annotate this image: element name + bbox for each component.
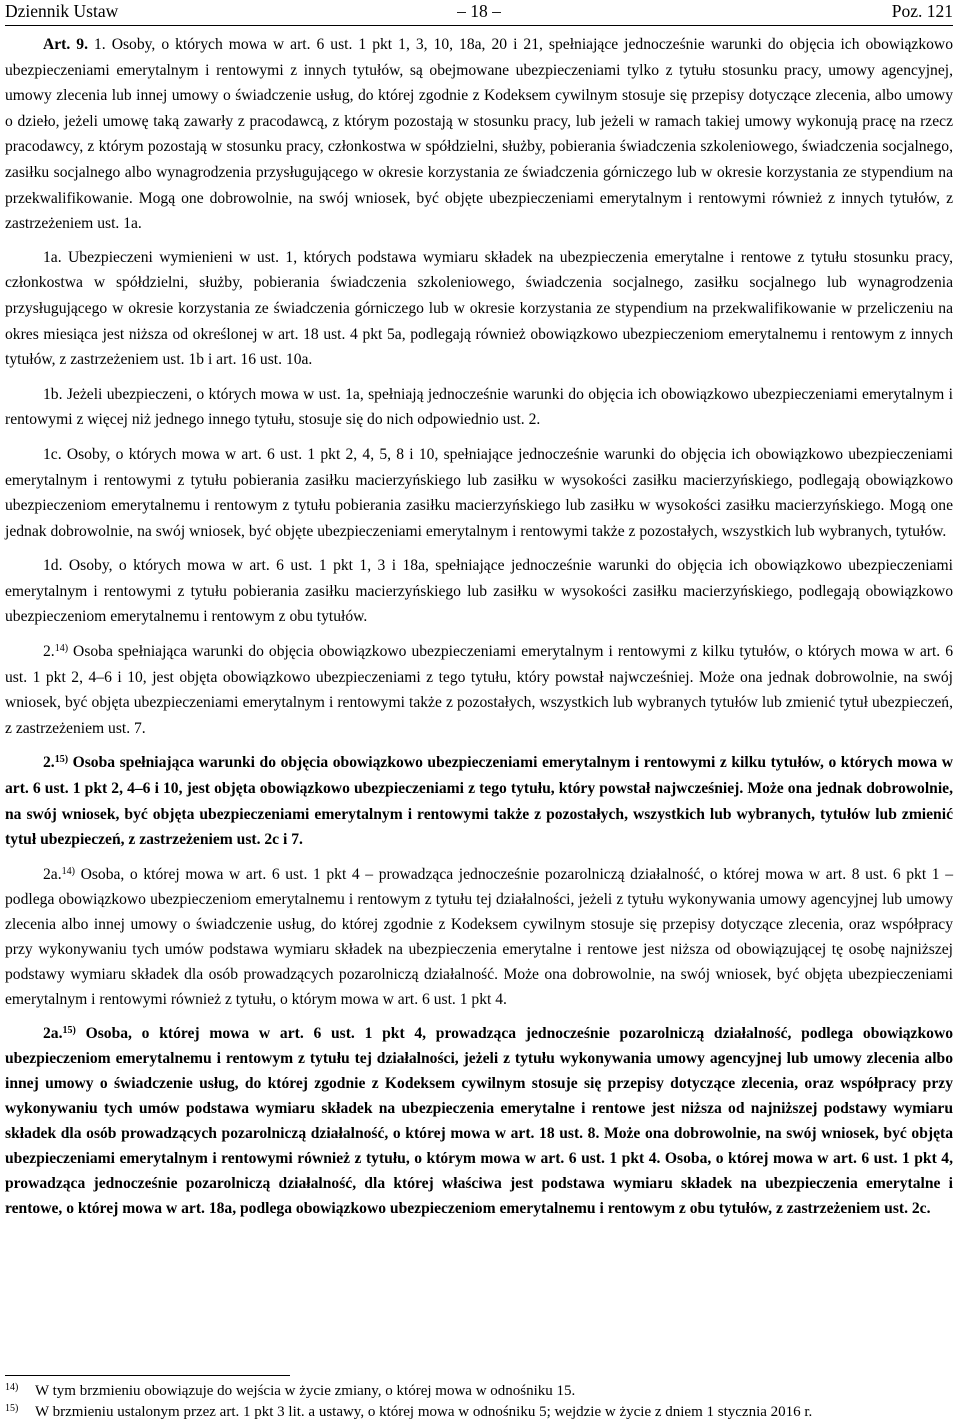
- paragraph-1a: 1a. Ubezpieczeni wymienieni w ust. 1, których podstawa wymiaru składek na ubezpieczenia emerytalne i rentowe z tytułu stosunku pracy, członkostwa w spółdzielni, służby, pobierania świadczenia szkoleniowego, świadczenia socjalnego, zasiłku socjalnego lub wynagrodzenia przysługującego w okresie korzystania ze świadczenia górniczego lub w okresie korzystania ze stypendium na przekwalifikowanie w przeliczeniu na okres miesiąca jest niższa od określonej w art. 18 ust. 4 pkt 5a, podlegają również obowiązkowo ubezpieczeniom emerytalnemu i rentowym z innych tytułów, z zastrzeżeniem ust. 1b i art. 16 ust. 10a.: [5, 248, 953, 369]
- article-heading: Art. 9.: [43, 36, 88, 53]
- footnote-rule: [5, 1375, 290, 1376]
- paragraph-2a-old-text: Osoba, o której mowa w art. 6 ust. 1 pkt 4 – prowadząca jednocześnie pozarolniczą działalność, o której mowa w art. 8 ust. 6 pkt 1 – podlega obowiązkowo ubezpieczeniom emerytalnemu i rentowym z tytułu tej działalności, jeżeli z tytułu wykonywania umowy agencyjnej lub umowy zlecenia albo innej umowy o świadczenie usług, do której zgodnie z Kodeksem cywilnym stosuje się przepisy dotyczące zlecenia, oraz współpracy przy wykonywaniu tych umów podstawa wymiaru składek na ubezpieczenia emerytalne i rentowe jest niższa od obowiązującej tę osobę najniższej podstawy wymiaru składek dla osób prowadzących pozarolniczą działalność. Może ona dobrowolnie, na swój wniosek, być objęta ubezpieczeniami emerytalnym i rentowymi również z tytułu, o którym mowa w art. 6 ust. 1 pkt 4.: [5, 865, 953, 1008]
- journal-title: Dziennik Ustaw: [5, 1, 119, 21]
- paragraph-1-text: 1. Osoby, o których mowa w art. 6 ust. 1 pkt 1, 3, 10, 18a, 20 i 21, spełniające jednocześnie warunki do objęcia ich obowiązkowo ubezpieczeniami emerytalnym i rentowymi z innych tytułów, są obejmowane ubezpieczeniami tylko z tytułu stosunku pracy, umowy agencyjnej, umowy zlecenia lub innej umowy o świadczenie usług, do której zgodnie z Kodeksem cywilnym stosuje się przepisy dotyczące zlecenia, albo umowy o dzieło, jeżeli umowę taką zawarły z pracodawcą, z którym pozostają w stosunku pracy, lub jeżeli w ramach takiej umowy wykonują pracę na rzecz pracodawcy, z którym pozostają w stosunku pracy, członkostwa w spółdzielni, służby, pobierania świadczenia szkoleniowego, świadczenia socjalnego, zasiłku socjalnego albo wynagrodzenia przysługującego w okresie korzystania ze świadczenia górniczego lub w okresie korzystania ze stypendium na przekwalifikowanie. Mogą one dobrowolnie, na swój wniosek, być objęte ubezpieczeniami emerytalnym i rentowymi również z innych tytułów, z zastrzeżeniem ust. 1a.: [5, 36, 953, 233]
- paragraph-2a-new-text: Osoba, o której mowa w art. 6 ust. 1 pkt 4, prowadząca jednocześnie pozarolniczą działalność, podlega obowiązkowo ubezpieczeniom emerytalnemu i rentowym z tytułu tej działalności, jeżeli z tytułu wykonywania umowy agencyjnej lub umowy zlecenia albo innej umowy o świadczenie usług, do której zgodnie z Kodeksem cywilnym stosuje się przepisy dotyczące zlecenia, oraz współpracy przy wykonywaniu tych umów podstawa wymiaru składek na ubezpieczenia emerytalne i rentowe jest niższa od najniższej podstawy wymiaru składek dla osób prowadzących pozarolniczą działalność, o której mowa w art. 18 ust. 8. Może ona dobrowolnie, na swój wniosek, być objęta ubezpieczeniami emerytalnym i rentowymi również z tytułu, o którym mowa w art. 6 ust. 1 pkt 4. Osoba, o której mowa w art. 6 ust. 1 pkt 4, prowadząca jednocześnie pozarolniczą działalność, dla której właściwa jest podstawa wymiaru składek na ubezpieczenia emerytalne i rentowe, o której mowa w art. 18a, podlega obowiązkowo ubezpieczeniom emerytalnemu i rentowym z obu tytułów, z zastrzeżeniem ust. 2c.: [5, 1024, 953, 1217]
- footnote-number: 15): [5, 1402, 19, 1414]
- paragraph-2a-old: [5, 862, 953, 1012]
- paragraph-2-old-num: 2.: [43, 643, 55, 661]
- position-number: Poz. 121: [891, 1, 953, 21]
- paragraph-1: [5, 32, 953, 237]
- footnote-number: 14): [5, 1382, 19, 1393]
- page-number: – 18 –: [457, 1, 501, 21]
- paragraph-2-new-text: Osoba spełniająca warunki do objęcia obowiązkowo ubezpieczeniami emerytalnym i rentowymi z kilku tytułów, o których mowa w art. 6 ust. 1 pkt 2, 4–6 i 10, jest objęta obowiązkowo ubezpieczeniami z tego tytułu, który powstał najwcześniej. Może ona jednak dobrowolnie, na swój wniosek, być objęta ubezpieczeniami emerytalnym i rentowymi także z pozostałych, wszystkich lub wybranych, tytułów lub zmienić tytuł ubezpieczeń, z zastrzeżeniem ust. 2c i 7.: [5, 754, 953, 849]
- footnote-text: W tym brzmieniu obowiązuje do wejścia w życie zmiany, o której mowa w odnośniku 15.: [35, 1383, 576, 1399]
- footnotes: [5, 1381, 955, 1422]
- footnote-text: W brzmieniu ustalonym przez art. 1 pkt 3 lit. a ustawy, o której mowa w odnośniku 5; wejdzie w życie z dniem 1 stycznia 2016 r.: [35, 1403, 813, 1420]
- header-rule: [5, 25, 953, 26]
- footnote-15: [5, 1402, 955, 1423]
- footnote-ref-14: 14): [54, 643, 69, 655]
- paragraph-2-old-text: Osoba spełniająca warunki do objęcia obowiązkowo ubezpieczeniami emerytalnym i rentowymi z kilku tytułów, o których mowa w art. 6 ust. 1 pkt 2, 4–6 i 10, jest objęta obowiązkowo ubezpieczeniami z tego tytułu, który powstał najwcześniej. Może ona jednak dobrowolnie, na swój wniosek, być objęta ubezpieczeniami emerytalnym i rentowymi także z pozostałych, wszystkich lub wybranych tytułów lub zmienić tytuł ubezpieczeń, z zastrzeżeniem ust. 7.: [5, 643, 953, 737]
- paragraph-2-new-num: 2.: [43, 754, 55, 772]
- paragraph-2a-old-num: 2a.: [43, 865, 62, 883]
- footnote-ref-15: 15): [62, 1024, 76, 1036]
- paragraph-2-old: [5, 639, 953, 741]
- paragraph-1c: 1c. Osoby, o których mowa w art. 6 ust. 1 pkt 2, 4, 5, 8 i 10, spełniające jednocześnie warunki do objęcia ich obowiązkowo ubezpieczeniami emerytalnym i rentowymi z tytułu pobierania zasiłku macierzyńskiego lub zasiłku w wysokości zasiłku macierzyńskiego, podlegają obowiązkowo ubezpieczeniom emerytalnemu i rentowym z tytułu pobierania zasiłku macierzyńskiego lub zasiłku w wysokości zasiłku macierzyńskiego. Mogą one jednak dobrowolnie, na swój wniosek, być objęte ubezpieczeniami emerytalnym i rentowymi także z pozostałych, wszystkich lub wybranych, tytułów.: [5, 445, 953, 540]
- footnote-ref-15: 15): [54, 754, 69, 766]
- footnote-ref-14: 14): [61, 865, 75, 877]
- document-body: [5, 32, 953, 1230]
- paragraph-2a-new: [5, 1021, 953, 1221]
- paragraph-2-new: [5, 750, 953, 852]
- page-header: [5, 0, 953, 26]
- paragraph-1b: 1b. Jeżeli ubezpieczeni, o których mowa w ust. 1a, spełniają jednocześnie warunki do objęcia ich obowiązkowo ubezpieczeniami emerytalnym i rentowymi z więcej niż jednego innego tytułu, stosuje się do nich odpowiednio ust. 2.: [5, 385, 953, 429]
- paragraph-2a-new-num: 2a.: [43, 1024, 63, 1042]
- paragraph-1d: 1d. Osoby, o których mowa w art. 6 ust. 1 pkt 1, 3 i 18a, spełniające jednocześnie warunki do objęcia ich obowiązkowo ubezpieczeniami emerytalnym i rentowymi z tytułu pobierania zasiłku macierzyńskiego lub zasiłku w wysokości zasiłku macierzyńskiego, podlegają obowiązkowo ubezpieczeniom emerytalnemu i rentowym z obu tytułów.: [5, 557, 953, 626]
- footnote-14: [5, 1381, 955, 1402]
